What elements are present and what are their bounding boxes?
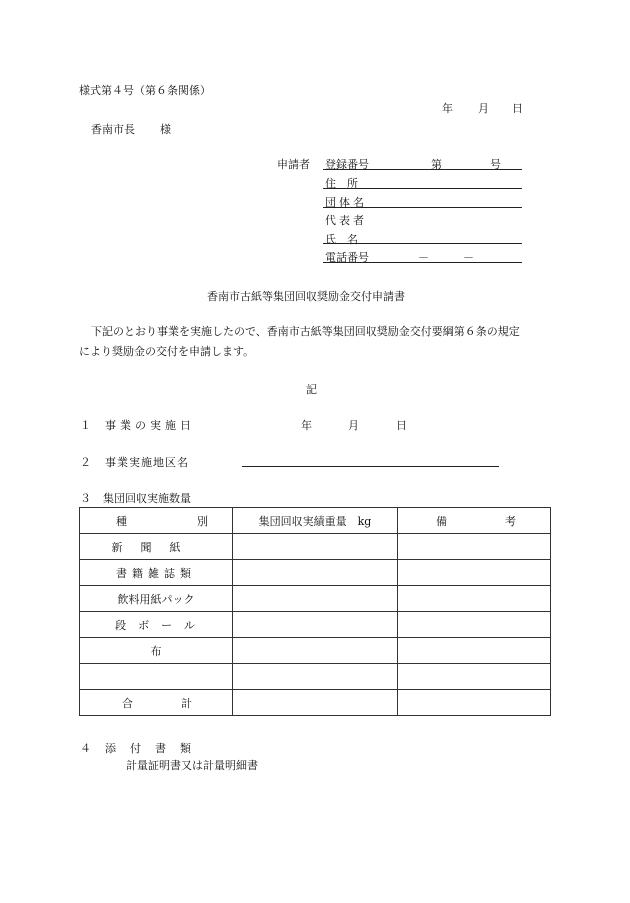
row-weight-cell[interactable] (233, 560, 398, 586)
row-category: 段ボール (80, 612, 233, 638)
table-row (80, 638, 551, 664)
header-category-char-1: 種 (116, 514, 127, 528)
name-label: 氏 名 (325, 233, 358, 246)
address-underline[interactable] (323, 188, 522, 189)
row-weight-cell[interactable] (233, 664, 398, 690)
section-4-detail: 計量証明書又は計量明細書 (126, 759, 258, 772)
row-remarks-cell[interactable] (398, 586, 551, 612)
section-4-number: ４ (80, 742, 91, 755)
table-row (80, 664, 551, 690)
row-remarks-cell[interactable] (398, 664, 551, 690)
row-weight-cell[interactable] (233, 586, 398, 612)
registration-label: 登録番号 (325, 158, 369, 171)
section-1-day: 日 (396, 419, 407, 432)
table-row (80, 612, 551, 638)
total-char-2: 計 (181, 696, 192, 710)
addressee-honorific: 様 (160, 123, 171, 136)
phone-separator-1: － (418, 251, 429, 264)
row-category[interactable] (80, 664, 233, 690)
address-label: 住 所 (325, 177, 358, 190)
applicant-label: 申請者 (277, 158, 310, 171)
total-remarks-cell[interactable] (398, 690, 551, 716)
district-underline[interactable] (242, 466, 499, 467)
section-3-label: 集団回収実施数量 (103, 492, 191, 505)
table-row (80, 586, 551, 612)
quantity-table (79, 507, 551, 716)
section-4-label: 添付書類 (105, 742, 205, 755)
row-remarks-cell[interactable] (398, 560, 551, 586)
date-day: 日 (512, 102, 523, 115)
row-category: 布 (80, 638, 233, 664)
table-header-row (80, 508, 551, 534)
group-underline[interactable] (323, 207, 522, 208)
registration-suffix: 号 (490, 158, 501, 171)
ki-marker: 記 (306, 383, 317, 396)
total-weight-cell[interactable] (233, 690, 398, 716)
phone-separator-2: － (463, 251, 474, 264)
document-title: 香南市古紙等集団回収奨励金交付申請書 (207, 290, 405, 303)
row-remarks-cell[interactable] (398, 534, 551, 560)
section-3-number: ３ (80, 492, 91, 505)
total-label (80, 690, 233, 716)
addressee-name: 香南市長 (91, 123, 135, 136)
section-2-number: ２ (80, 456, 91, 469)
row-weight-cell[interactable] (233, 612, 398, 638)
registration-prefix: 第 (431, 158, 442, 171)
row-remarks-cell[interactable] (398, 638, 551, 664)
header-remarks-char-2: 考 (505, 514, 516, 528)
header-category (80, 508, 233, 534)
section-1-label: 事業の実施日 (105, 419, 195, 432)
row-remarks-cell[interactable] (398, 612, 551, 638)
header-remarks (398, 508, 551, 534)
group-label: 団体名 (325, 196, 367, 209)
table-row (80, 560, 551, 586)
header-remarks-char-1: 備 (436, 514, 447, 528)
body-line-2: により奨励金の交付を申請します。 (79, 345, 255, 358)
name-underline[interactable] (323, 243, 522, 244)
body-line-1: 下記のとおり事業を実施したので、香南市古紙等集団回収奨励金交付要綱第６条の規定 (91, 325, 520, 338)
row-weight-cell[interactable] (233, 534, 398, 560)
registration-underline[interactable] (323, 169, 522, 170)
section-1-number: １ (80, 419, 91, 432)
header-category-char-2: 別 (197, 514, 208, 528)
header-weight: 集団回収実績重量 kg (233, 508, 398, 534)
section-1-month: 月 (348, 419, 359, 432)
row-category: 新聞紙 (80, 534, 233, 560)
representative-label: 代表者 (325, 214, 367, 227)
section-2-label: 事業実施地区名 (105, 456, 189, 469)
row-category: 飲料用紙パック (80, 586, 233, 612)
table-row (80, 534, 551, 560)
row-weight-cell[interactable] (233, 638, 398, 664)
phone-label: 電話番号 (325, 251, 369, 264)
total-char-1: 合 (122, 696, 133, 710)
phone-underline[interactable] (323, 262, 522, 263)
date-month: 月 (478, 102, 489, 115)
table-total-row (80, 690, 551, 716)
section-1-year: 年 (301, 419, 312, 432)
row-category: 書籍雑誌類 (80, 560, 233, 586)
form-number: 様式第４号（第６条関係） (79, 84, 211, 97)
date-year: 年 (442, 102, 453, 115)
